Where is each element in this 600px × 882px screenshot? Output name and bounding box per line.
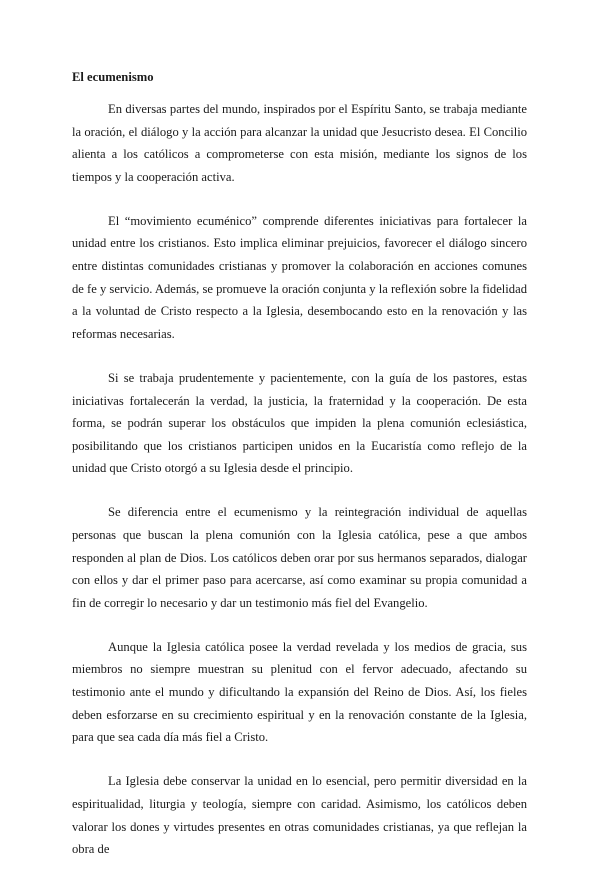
paragraph: En diversas partes del mundo, inspirados por el Espíritu Santo, se trabaja mediante la oración, el diálogo y la acción para alcanzar la unidad que Jesucristo desea. El Concilio alienta a los católicos a comprometerse con esta misión, mediante los signos de los tiempos y la cooperación activa. bbox=[72, 102, 527, 184]
paragraph: La Iglesia debe conservar la unidad en lo esencial, pero permitir diversidad en la espiritualidad, liturgia y teología, siempre con caridad. Asimismo, los católicos deben valorar los dones y virtudes presentes en otras comunidades cristianas, ya que reflejan la obra de bbox=[72, 774, 527, 857]
paragraph: Se diferencia entre el ecumenismo y la reintegración individual de aquellas personas que buscan la plena comunión con la Iglesia católica, pese a que ambos responden al plan de Dios. Los católicos deben orar por sus hermanos separados, dialogar con ellos y dar el primer paso para acercarse, así como examinar su propia comunidad a fin de corregir lo necesario y dar un testimonio más fiel del Evangelio. bbox=[72, 505, 527, 610]
document-title: El ecumenismo bbox=[72, 70, 154, 84]
document-body bbox=[72, 66, 527, 882]
paragraph: Si se trabaja prudentemente y pacientemente, con la guía de los pastores, estas iniciativas fortalecerán la verdad, la justicia, la fraternidad y la cooperación. De esta forma, se podrán superar los obstáculos que impiden la plena comunión eclesiástica, posibilitando que los cristianos participen unidos en la Eucaristía como reflejo de la unidad que Cristo otorgó a su Iglesia desde el principio. bbox=[72, 370, 527, 476]
paragraph: El “movimiento ecuménico” comprende diferentes iniciativas para fortalecer la unidad entre los cristianos. Esto implica eliminar prejuicios, favorecer el diálogo sincero entre distintas comunidades cristianas y promover la colaboración en acciones comunes de fe y servicio. Además, se promueve la oración conjunta y la reflexión sobre la fidelidad a la voluntad de Cristo respecto a la Iglesia, desembocando esto en la renovación y las reformas necesarias. bbox=[72, 213, 527, 341]
paragraph: Aunque la Iglesia católica posee la verdad revelada y los medios de gracia, sus miembros no siempre muestran su plenitud con el fervor adecuado, afectando su testimonio ante el mundo y dificultando la expansión del Reino de Dios. Así, los fieles deben esforzarse en su crecimiento espiritual y en la renovación constante de la Iglesia, para que sea cada día más fiel a Cristo. bbox=[72, 639, 527, 745]
